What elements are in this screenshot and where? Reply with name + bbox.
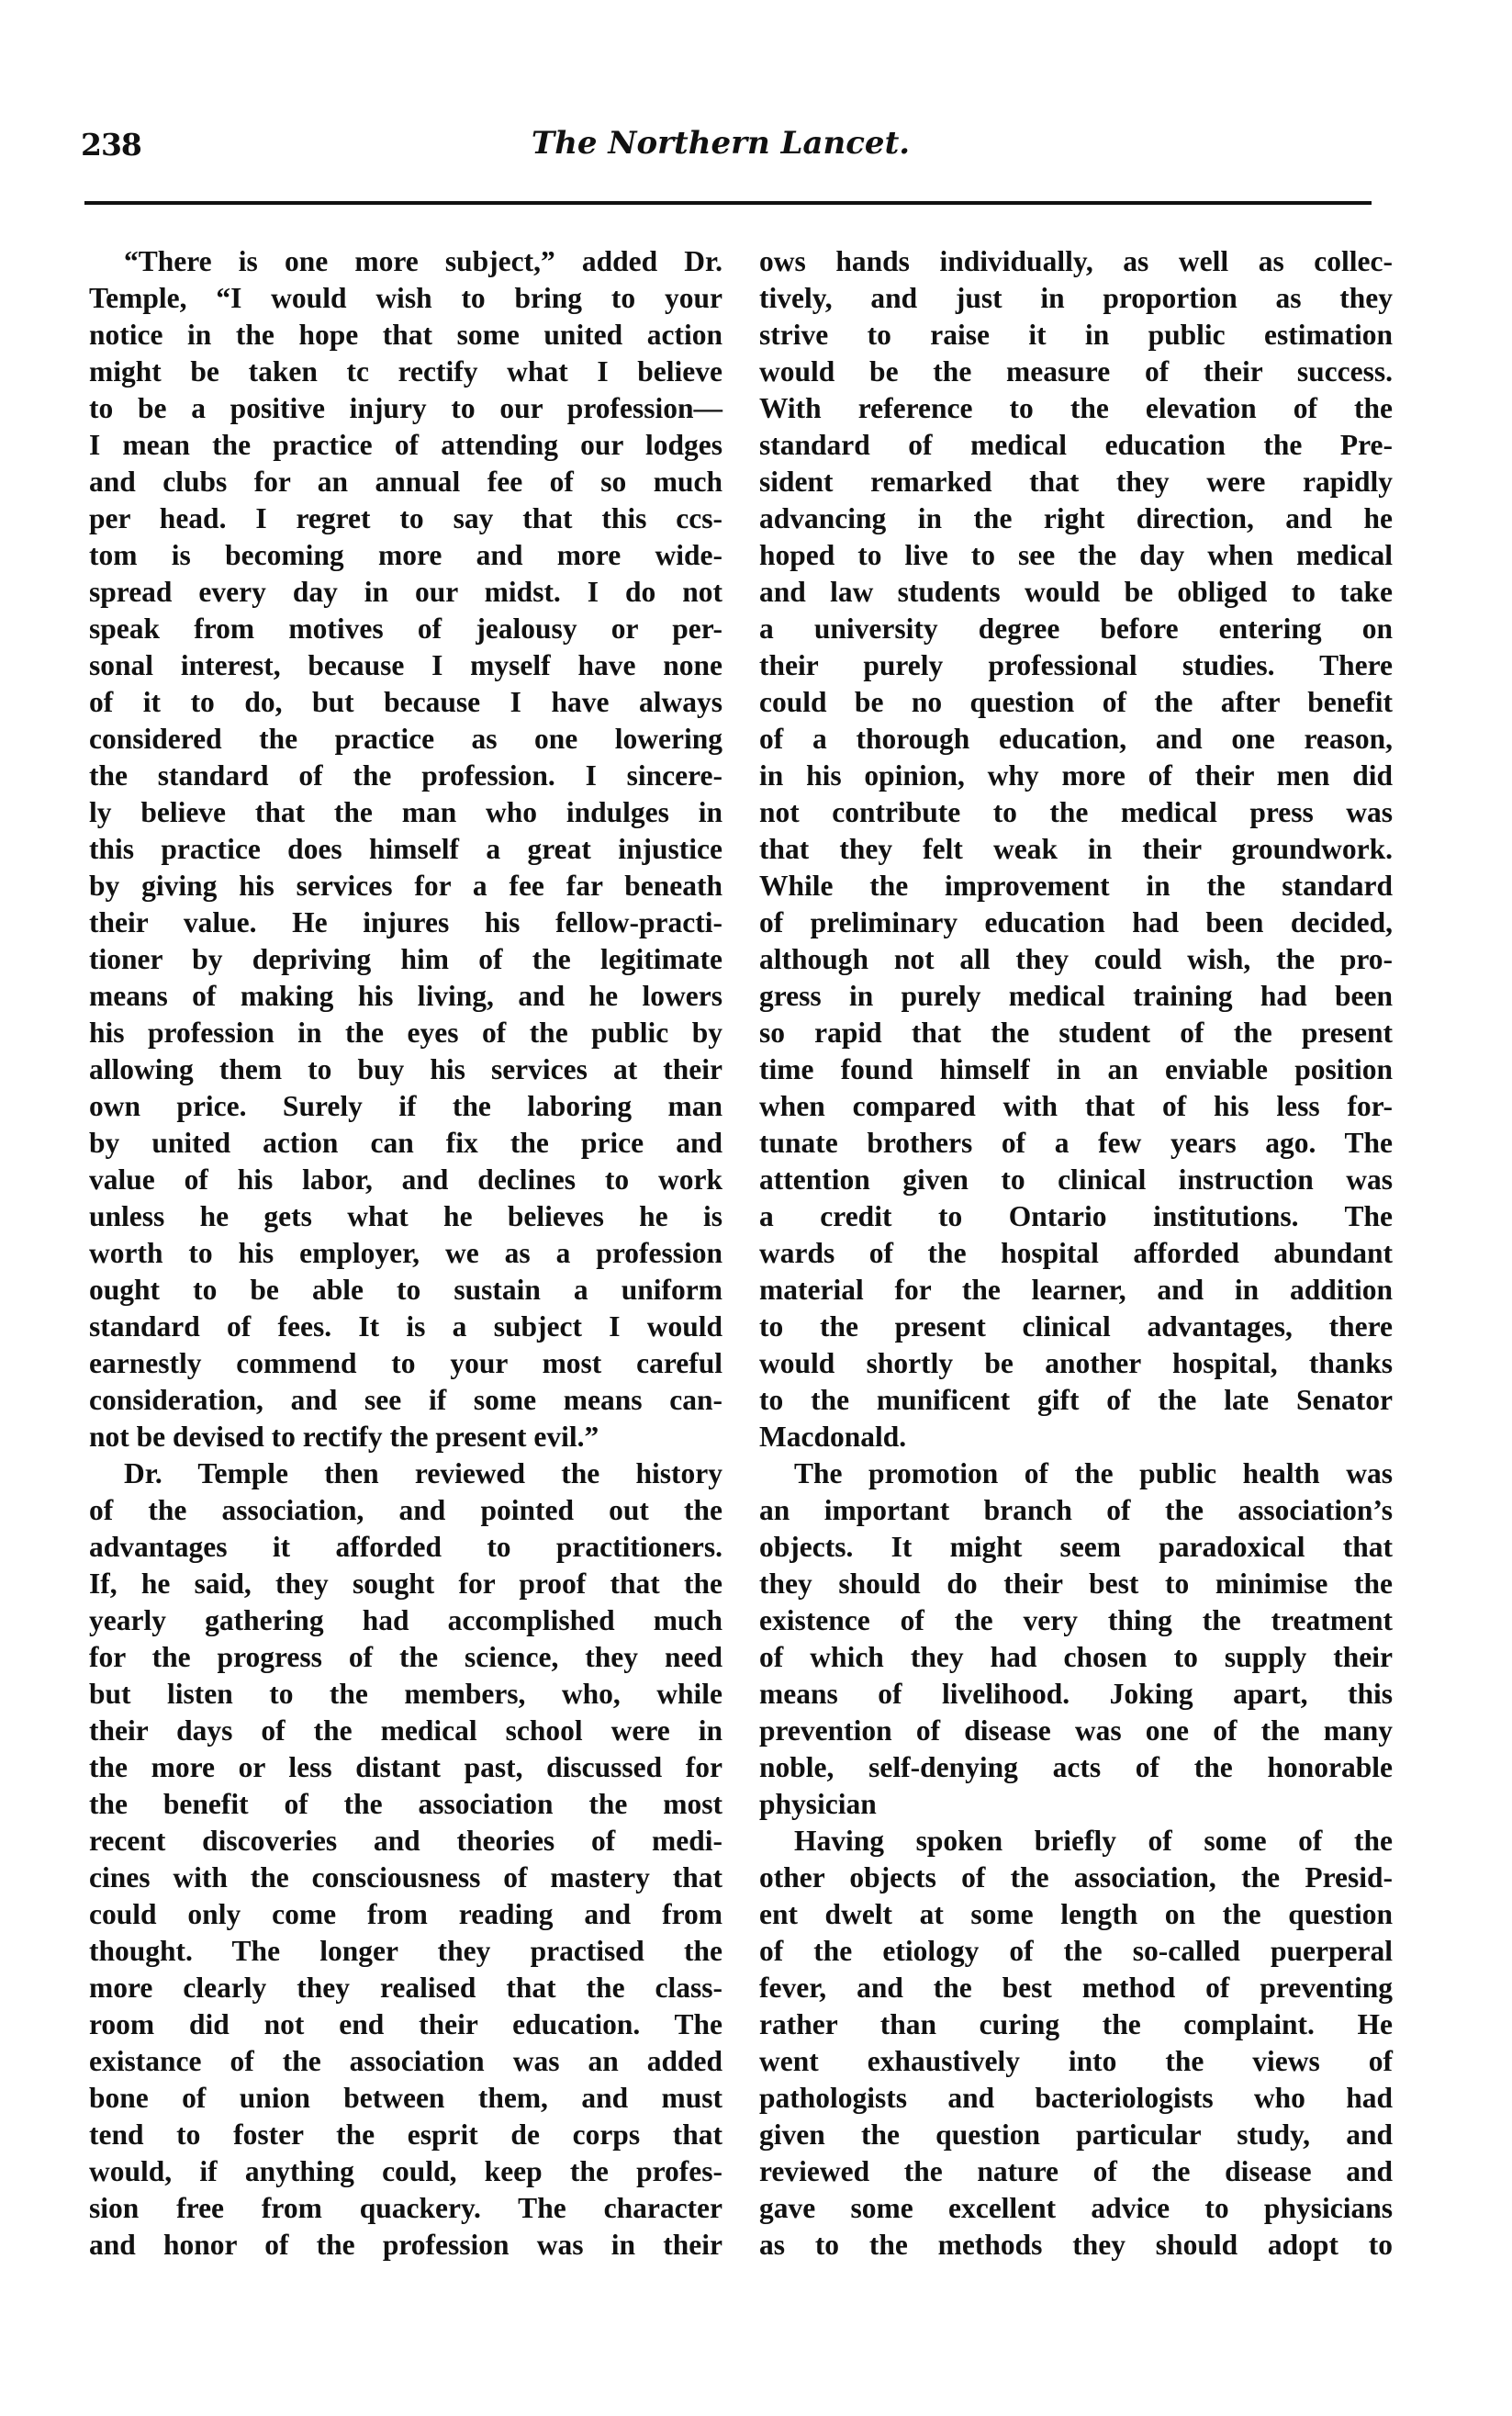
text-line: sonal interest, because I myself have none — [89, 649, 722, 681]
text-line: advantages it afforded to practitioners. — [89, 1531, 722, 1563]
text-line: would, if anything could, keep the profes- — [89, 2155, 722, 2187]
text-line: allowing them to buy his services at their — [89, 1053, 722, 1085]
text-line: material for the learner, and in addition — [759, 1274, 1393, 1306]
text-line: for the progress of the science, they need — [89, 1641, 722, 1673]
text-line: existence of the very thing the treatment — [759, 1604, 1393, 1636]
text-line: With reference to the elevation of the — [759, 392, 1393, 424]
text-line: rather than curing the complaint. He — [759, 2008, 1393, 2040]
text-line: earnestly commend to your most careful — [89, 1347, 722, 1379]
text-line: consideration, and see if some means can- — [89, 1384, 722, 1416]
text-line: Macdonald. — [759, 1421, 907, 1453]
text-line: the benefit of the association the most — [89, 1788, 722, 1820]
text-line: speak from motives of jealousy or per- — [89, 612, 722, 645]
text-line: bone of union between them, and must — [89, 2082, 722, 2114]
text-line: means of making his living, and he lowers — [89, 980, 722, 1012]
text-line: their purely professional studies. There — [759, 649, 1393, 681]
text-line: prevention of disease was one of the many — [759, 1714, 1393, 1747]
text-line: spread every day in our midst. I do not — [89, 576, 722, 608]
text-line: gave some excellent advice to physicians — [759, 2192, 1393, 2224]
text-line: when compared with that of his less for- — [759, 1090, 1393, 1122]
text-line: room did not end their education. The — [89, 2008, 722, 2040]
text-line: not contribute to the medical press was — [759, 796, 1393, 828]
text-line: tunate brothers of a few years ago. The — [759, 1127, 1393, 1159]
text-line: so rapid that the student of the present — [759, 1017, 1393, 1049]
text-line: more clearly they realised that the class- — [89, 1972, 722, 2004]
text-line: attention given to clinical instruction was — [759, 1163, 1393, 1196]
text-line: standard of fees. It is a subject I would — [89, 1310, 722, 1343]
text-line: tend to foster the esprit de corps that — [89, 2118, 722, 2151]
text-line: tioner by depriving him of the legitimate — [89, 943, 722, 975]
text-line: their days of the medical school were in — [89, 1714, 722, 1747]
text-line: an important branch of the association’s — [759, 1494, 1393, 1526]
text-line: Temple, “I would wish to bring to your — [89, 282, 722, 314]
text-line: might be taken tc rectify what I believe — [89, 355, 722, 388]
text-line: could only come from reading and from — [89, 1898, 722, 1930]
text-line: of the etiology of the so-called puerperal — [759, 1935, 1393, 1967]
text-line: of it to do, but because I have always — [89, 686, 722, 718]
text-line: would shortly be another hospital, thanks — [759, 1347, 1393, 1379]
text-line: but listen to the members, who, while — [89, 1678, 722, 1710]
text-line: a university degree before entering on — [759, 612, 1393, 645]
text-line: to the munificent gift of the late Senator — [759, 1384, 1393, 1416]
text-line: Having spoken briefly of some of the — [794, 1825, 1393, 1857]
text-line: reviewed the nature of the disease and — [759, 2155, 1393, 2187]
text-line: of a thorough education, and one reason, — [759, 723, 1393, 755]
text-line: cines with the consciousness of mastery that — [89, 1861, 722, 1893]
text-line: worth to his employer, we as a profession — [89, 1237, 722, 1269]
text-line: existance of the association was an added — [89, 2045, 722, 2077]
text-line: If, he said, they sought for proof that the — [89, 1568, 722, 1600]
text-line: other objects of the association, the Presid- — [759, 1861, 1393, 1893]
text-line: I mean the practice of attending our lodges — [89, 429, 722, 461]
text-line: to the present clinical advantages, there — [759, 1310, 1393, 1343]
text-column-right — [759, 243, 1393, 2264]
text-line: his profession in the eyes of the public by — [89, 1017, 722, 1049]
text-line: that they felt weak in their groundwork. — [759, 833, 1393, 865]
text-line: of which they had chosen to supply their — [759, 1641, 1393, 1673]
text-line: physician — [759, 1788, 877, 1820]
header-rule — [84, 201, 1372, 205]
text-line: sion free from quackery. The character — [89, 2192, 722, 2224]
text-line: of the association, and pointed out the — [89, 1494, 722, 1526]
text-line: value of his labor, and declines to work — [89, 1163, 722, 1196]
text-line: went exhaustively into the views of — [759, 2045, 1393, 2077]
text-line: and honor of the profession was in their — [89, 2229, 722, 2261]
text-line: ly believe that the man who indulges in — [89, 796, 722, 828]
text-line: unless he gets what he believes he is — [89, 1200, 722, 1232]
text-line: of preliminary education had been decided, — [759, 906, 1393, 938]
text-line: would be the measure of their success. — [759, 355, 1393, 388]
text-line: time found himself in an enviable position — [759, 1053, 1393, 1085]
text-line: given the question particular study, and — [759, 2118, 1393, 2151]
text-line: The promotion of the public health was — [794, 1457, 1393, 1489]
text-line: wards of the hospital afforded abundant — [759, 1237, 1393, 1269]
text-line: to be a positive injury to our profession— — [89, 392, 722, 424]
text-line: not be devised to rectify the present evil.” — [89, 1421, 599, 1453]
text-line: advancing in the right direction, and he — [759, 502, 1393, 534]
running-title: The Northern Lancet. — [531, 125, 911, 162]
page-number: 238 — [81, 127, 141, 163]
text-line: strive to raise it in public estimation — [759, 319, 1393, 351]
text-line: Dr. Temple then reviewed the history — [124, 1457, 722, 1489]
text-line: pathologists and bacteriologists who had — [759, 2082, 1393, 2114]
text-line: own price. Surely if the laboring man — [89, 1090, 722, 1122]
text-line: notice in the hope that some united action — [89, 319, 722, 351]
text-line: a credit to Ontario institutions. The — [759, 1200, 1393, 1232]
text-line: tively, and just in proportion as they — [759, 282, 1393, 314]
text-line: means of livelihood. Joking apart, this — [759, 1678, 1393, 1710]
text-line: “There is one more subject,” added Dr. — [124, 245, 722, 277]
text-line: they should do their best to minimise the — [759, 1568, 1393, 1600]
text-line: fever, and the best method of preventing — [759, 1972, 1393, 2004]
text-line: ought to be able to sustain a uniform — [89, 1274, 722, 1306]
text-line: hoped to live to see the day when medical — [759, 539, 1393, 571]
text-column-left — [89, 243, 722, 2264]
text-line: sident remarked that they were rapidly — [759, 466, 1393, 498]
text-line: per head. I regret to say that this ccs- — [89, 502, 722, 534]
text-line: thought. The longer they practised the — [89, 1935, 722, 1967]
text-line: could be no question of the after benefit — [759, 686, 1393, 718]
text-line: noble, self-denying acts of the honorable — [759, 1751, 1393, 1783]
text-line: and law students would be obliged to take — [759, 576, 1393, 608]
text-line: their value. He injures his fellow-practi- — [89, 906, 722, 938]
text-line: tom is becoming more and more wide- — [89, 539, 722, 571]
text-line: recent discoveries and theories of medi- — [89, 1825, 722, 1857]
text-line: yearly gathering had accomplished much — [89, 1604, 722, 1636]
text-line: in his opinion, why more of their men did — [759, 759, 1393, 792]
text-line: and clubs for an annual fee of so much — [89, 466, 722, 498]
text-line: this practice does himself a great injustice — [89, 833, 722, 865]
text-line: by united action can fix the price and — [89, 1127, 722, 1159]
text-line: objects. It might seem paradoxical that — [759, 1531, 1393, 1563]
text-line: standard of medical education the Pre- — [759, 429, 1393, 461]
text-line: considered the practice as one lowering — [89, 723, 722, 755]
text-line: ows hands individually, as well as collec- — [759, 245, 1393, 277]
text-line: the more or less distant past, discussed for — [89, 1751, 722, 1783]
text-line: as to the methods they should adopt to — [759, 2229, 1393, 2261]
text-line: gress in purely medical training had been — [759, 980, 1393, 1012]
text-line: the standard of the profession. I sincere- — [89, 759, 722, 792]
text-line: While the improvement in the standard — [759, 870, 1393, 902]
text-line: by giving his services for a fee far beneath — [89, 870, 722, 902]
text-line: ent dwelt at some length on the question — [759, 1898, 1393, 1930]
text-line: although not all they could wish, the pro- — [759, 943, 1393, 975]
